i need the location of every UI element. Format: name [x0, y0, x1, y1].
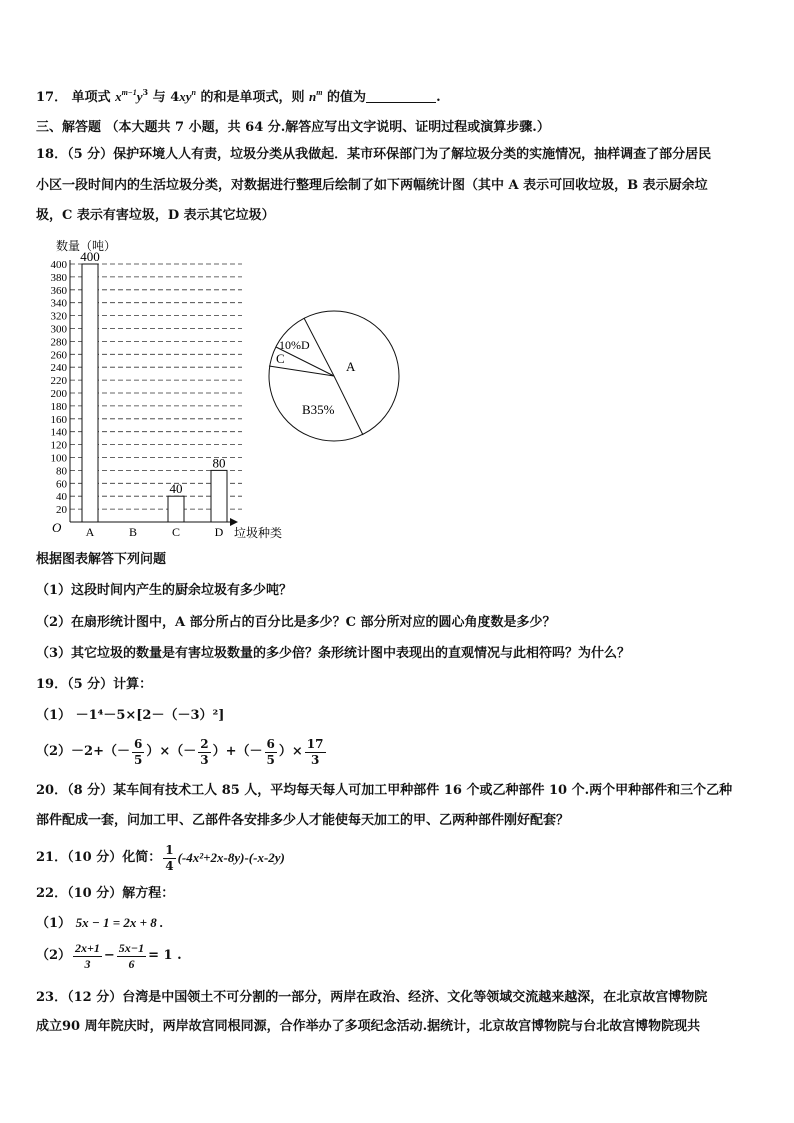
x-tick-label-D: D — [214, 525, 224, 539]
fraction: $\frac{17}{3}$ — [306, 736, 324, 767]
fraction: $\frac{6}{5}$ — [266, 736, 275, 767]
y-tick-label: 260 — [50, 349, 67, 362]
y-tick-label: 240 — [50, 362, 67, 375]
pie-label-d: 10%D — [279, 338, 310, 352]
pie-chart — [262, 306, 412, 456]
pie-label-a: A — [346, 359, 356, 374]
x-tick-label-C: C — [171, 525, 181, 539]
question-20-line2: 部件配成一套，问加工甲、乙部件各安排多少人才能使每天加工的甲、乙两种部件刚好配套？ — [36, 813, 570, 828]
y-tick-label: 60 — [56, 478, 67, 491]
question-18-line1: 18．（5 分）保护环境人人有责，垃圾分类从我做起．某市环保部门为了解垃圾分类的实施情况，抽样调查了部分居民 — [36, 147, 712, 162]
y-tick-label: 120 — [50, 439, 67, 452]
y-tick-label: 40 — [56, 491, 67, 504]
pie-label-c: C — [276, 351, 285, 366]
y-tick-label: 220 — [50, 375, 67, 388]
question-18-part3: （3）其它垃圾的数量是有害垃圾数量的多少倍？条形统计图中表现出的直观情况与此相符吗？为什么？ — [36, 646, 631, 661]
fraction: $\frac{1}{4}$ — [165, 842, 174, 873]
question-23-line1: 23．（12 分）台湾是中国领土不可分割的一部分，两岸在政治、经济、文化等领域交流越来越深，在北京故宫博物院 — [36, 990, 708, 1005]
question-19-part1: （1） －1⁴－5×[2－（－3）²] — [36, 708, 225, 723]
fraction: $\frac{2x+1}{3}$ — [75, 940, 100, 971]
y-tick-label: 80 — [56, 465, 67, 478]
y-tick-label: 340 — [50, 297, 67, 310]
question-19: 19．（5 分）计算： — [36, 677, 153, 692]
question-18-line2: 小区一段时间内的生活垃圾分类，对数据进行整理后绘制了如下两幅统计图（其中 A 表示可回收垃圾，B 表示厨余垃 — [36, 178, 708, 193]
question-22-part2: （2） $\frac{2x+1}{3}$ − $\frac{5x-1}{6}$ = 1 . — [36, 940, 182, 971]
question-21: 21．（10 分）化简： $\frac{1}{4}$ (-4x²+2x-8y)-(-x-2y) — [36, 842, 285, 873]
question-18-part2: （2）在扇形统计图中，A 部分所占的百分比是多少？C 部分所对应的圆心角度数是多少？ — [36, 615, 556, 630]
fraction: $\frac{5x-1}{6}$ — [118, 940, 145, 971]
x-tick-label-B: B — [128, 525, 138, 539]
answer-blank[interactable] — [366, 90, 436, 103]
fraction: $\frac{2}{3}$ — [200, 736, 209, 767]
y-tick-label: 20 — [56, 504, 67, 517]
y-tick-label: 400 — [50, 259, 67, 271]
y-tick-label: 160 — [50, 413, 67, 426]
question-22: 22．（10 分）解方程： — [36, 886, 175, 901]
y-axis-label: 数量（吨） — [56, 239, 117, 253]
y-tick-label: 300 — [50, 323, 67, 336]
question-19-part2: （2） －2+（－ $\frac{6}{5}$ ）×（－ $\frac{2}{3}$ ）+（－ $\frac{6}{5}$ ）× $\frac{17}{3}$ — [36, 736, 324, 767]
y-tick-label: 140 — [50, 426, 67, 439]
section-heading: 三、解答题 （本大题共 7 小题，共 64 分.解答应写出文字说明、证明过程或演算步骤.） — [36, 120, 550, 135]
bar-A — [82, 264, 98, 522]
question-17: 17． 单项式 $x^{m-1}y^3$ 与 $4xy^n$ 的和是单项式，则 $n^m$ 的值为 . — [36, 87, 441, 105]
x-axis-label: 垃圾种类 — [234, 526, 283, 540]
y-tick-label: 320 — [50, 310, 67, 323]
data-label-C: 40 — [169, 481, 183, 497]
bar-D — [211, 470, 227, 522]
questions-intro: 根据图表解答下列问题 — [36, 552, 167, 567]
x-axis-arrow — [230, 518, 238, 526]
question-18-line3: 圾，C 表示有害垃圾，D 表示其它垃圾） — [36, 208, 275, 223]
y-tick-label: 100 — [50, 452, 67, 465]
fraction: $\frac{6}{5}$ — [134, 736, 143, 767]
question-23-line2: 成立90 周年院庆时，两岸故宫同根同源，合作举办了多项纪念活动.据统计，北京故宫博物院与台北故宫博物院现共 — [36, 1019, 701, 1034]
question-18-part1: （1）这段时间内产生的厨余垃圾有多少吨？ — [36, 583, 293, 598]
data-label-D: 80 — [212, 455, 226, 471]
y-tick-label: 280 — [50, 336, 67, 349]
x-tick-label-A: A — [85, 525, 95, 539]
bar-C — [168, 496, 184, 522]
question-20-line1: 20．（8 分）某车间有技术工人 85 人，平均每天每人可加工甲种部件 16 个或乙种部件 10 个.两个甲种部件和三个乙种 — [36, 783, 733, 798]
pie-label-b: B35% — [302, 402, 335, 417]
question-22-part1: （1） 5x − 1 = 2x + 8 . — [36, 915, 164, 931]
origin-label: O — [52, 520, 62, 535]
pie-divider-a-bottom — [334, 376, 363, 435]
bar-chart — [30, 232, 300, 544]
data-label-A: 400 — [80, 249, 100, 264]
y-tick-label: 380 — [50, 271, 67, 284]
y-tick-label: 180 — [50, 400, 67, 413]
y-tick-label: 200 — [50, 388, 67, 400]
y-tick-label: 360 — [50, 284, 67, 297]
